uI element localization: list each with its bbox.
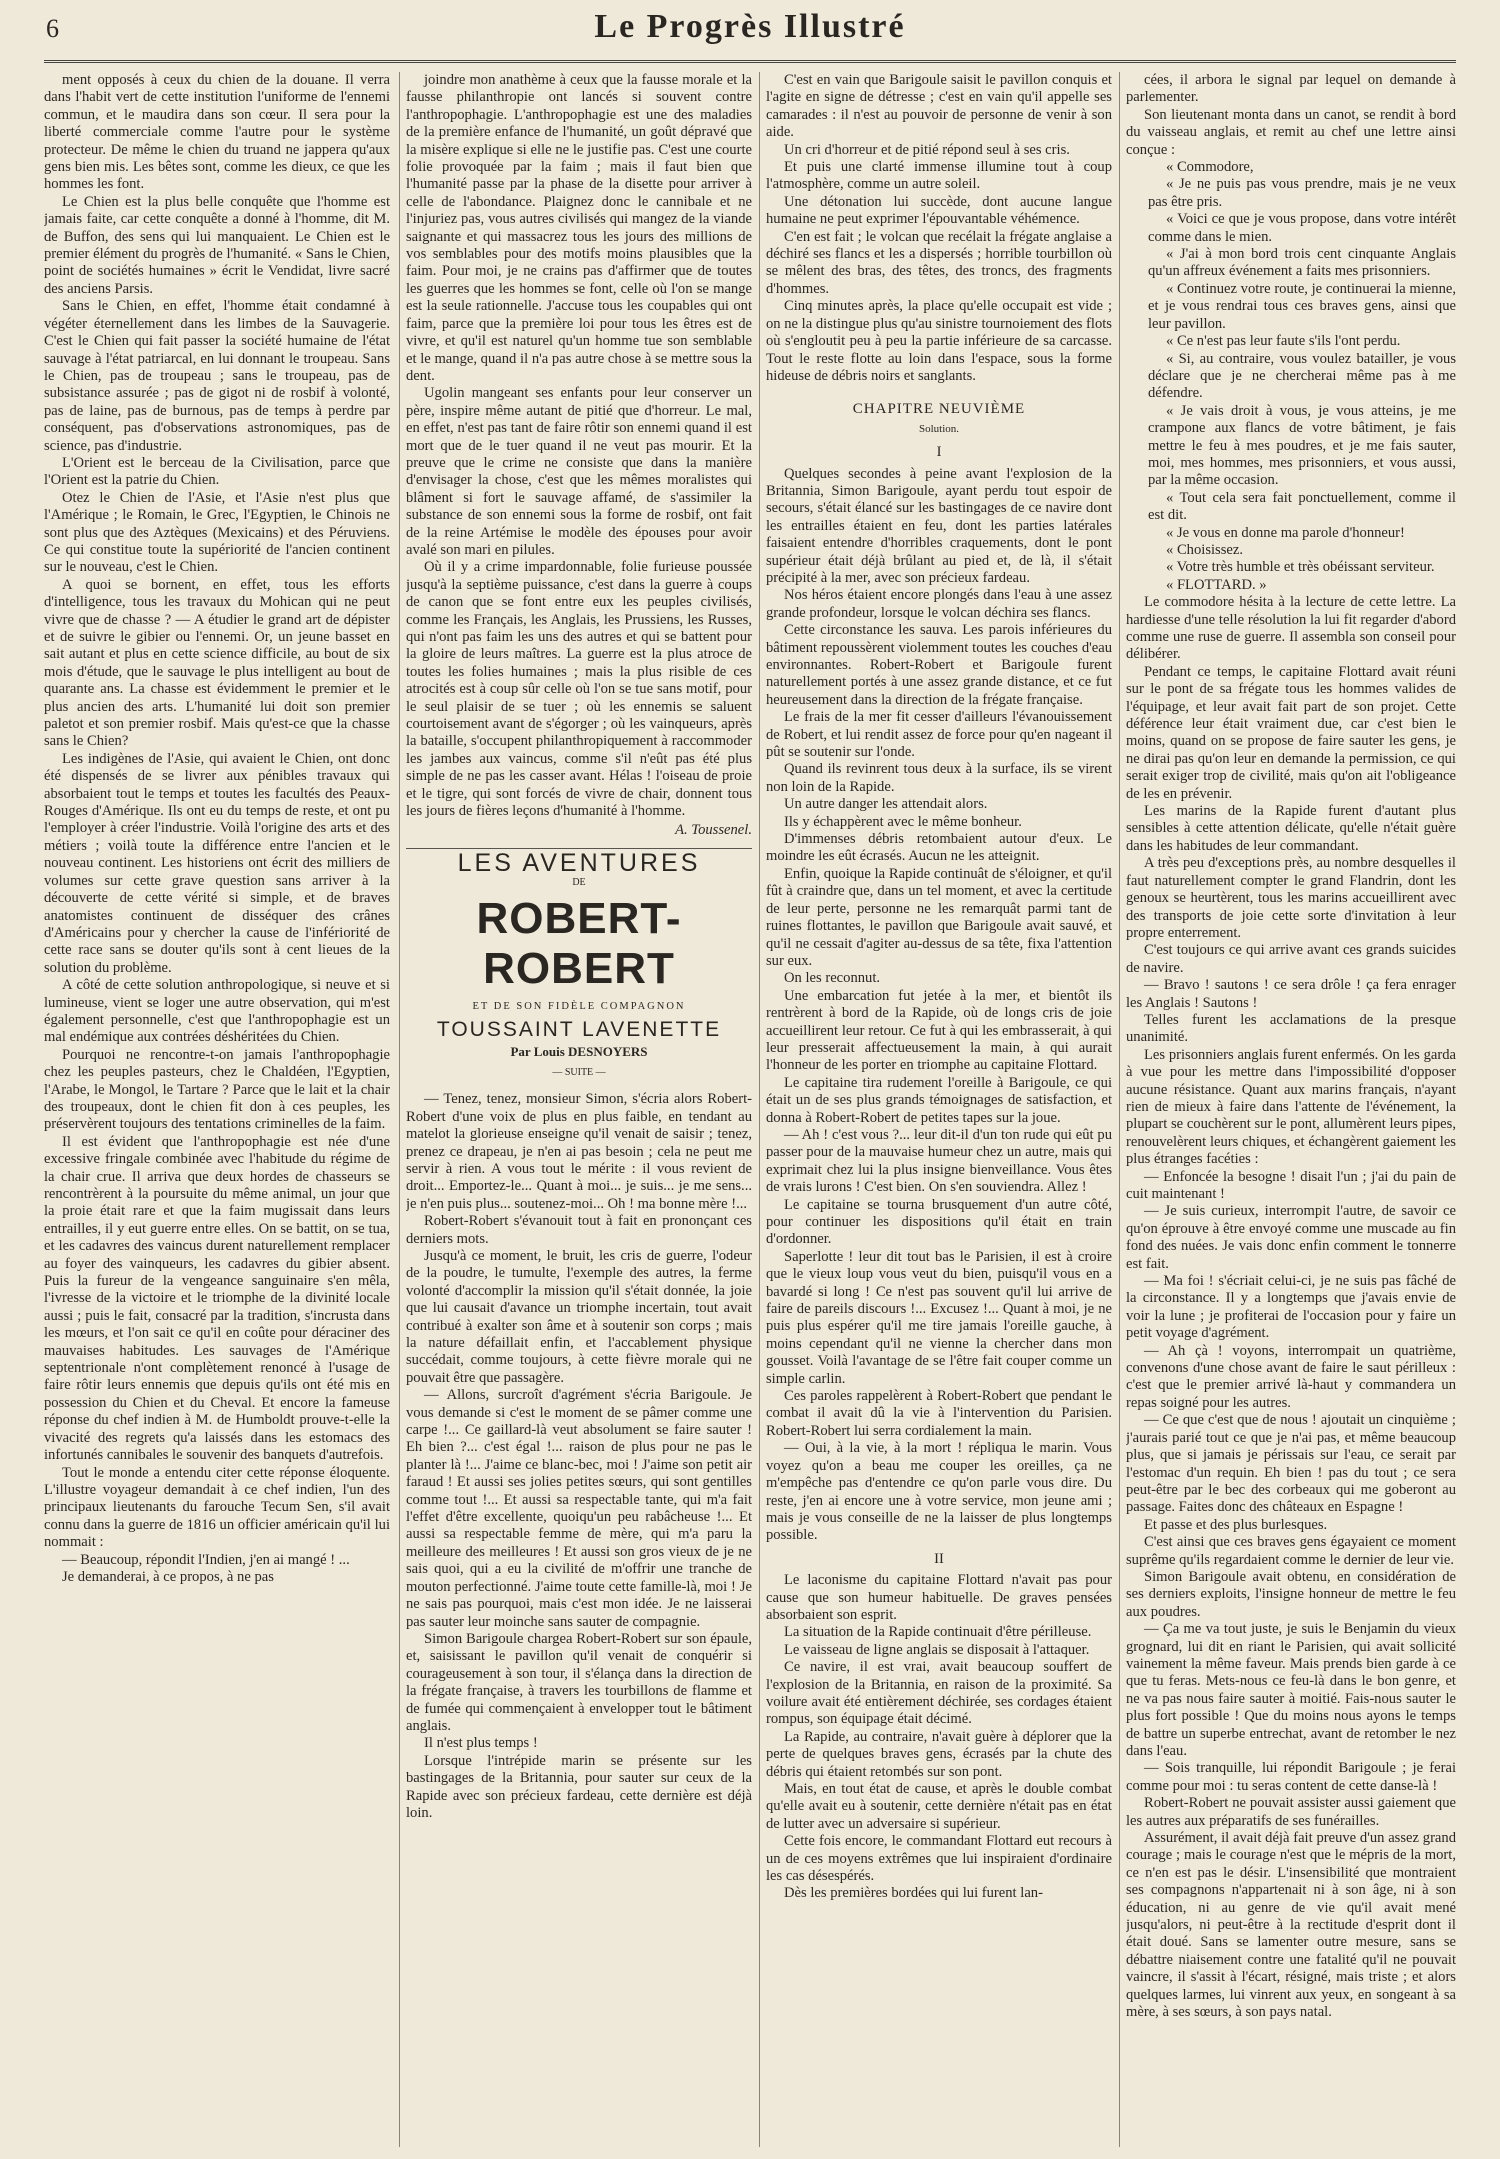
paragraph: — Sois tranquille, lui répondit Barigoule ; je ferai comme pour moi : tu seras content de cette danse-là ! <box>1126 1760 1456 1794</box>
paragraph: Pendant ce temps, le capitaine Flottard avait réuni sur le pont de sa frégate tous les hommes valides de l'équipage, et leur avait fait part de son projet. Cette déférence leur était vraiment due, car c'est bien le moins, quand on se propose de faire sauter les gens, je ne dirai pas qu'on leur en demande la permission, ce qui serait exiger trop de civilité, mais qu'on ait l'obligeance de les en prévenir. <box>1126 663 1456 802</box>
page-number: 6 <box>46 14 59 43</box>
letter-line: « Je ne puis pas vous prendre, mais je ne veux pas être pris. <box>1148 176 1456 210</box>
paragraph: Telles furent les acclamations de la presque unanimité. <box>1126 1011 1456 1046</box>
paragraph: La situation de la Rapide continuait d'être périlleuse. <box>784 1624 1092 1641</box>
letter-line: « J'ai à mon bord trois cent cinquante Anglais qu'un affreux événement a faits mes prisonniers. <box>1148 246 1456 280</box>
paragraph: D'immenses débris retombaient autour d'eux. Le moindre les eût écrasés. Aucun ne les atteignit. <box>766 831 1112 865</box>
paragraph: Tout le monde a entendu citer cette réponse éloquente. L'illustre voyageur demandait à ce chef indien, l'un des principaux lieutenants du farouche Tecum Sen, s'il avait connu dans la guerre de 1816 un officier américain qu'il lui nommait : <box>44 1464 390 1551</box>
column-3 <box>766 72 1112 2147</box>
paragraph: Pourquoi ne rencontre-t-on jamais l'anthropophagie chez les peuples pasteurs, chez le Chaldéen, l'Egyptien, l'Arabe, le Mongol, le Tartare ? Parce que le lait et la chair des troupeaux, dont le chien fit don à ces peuples, les préservèrent toujours des tentations criminelles de la faim. <box>44 1046 390 1133</box>
paragraph: Une détonation lui succède, dont aucune langue humaine ne peut exprimer l'épouvantable véhémence. <box>766 193 1112 228</box>
paragraph: — Allons, surcroît d'agrément s'écria Barigoule. Je vous demande si c'est le moment de se pâmer comme une carpe !... Ce gaillard-là veut absolument se faire sauter ! Eh bien ?... c'est égal !... raison de plus pour ne pas le planter là !... J'aime ce blanc-bec, moi ! J'aime son petit air faraud ! Et aussi ses jolies petites sœurs, qui sont gentilles comme tout !... Et aussi sa respectable tante, qui m'a fait l'effet d'être excellente, quoiqu'un peu rabâcheuse !... Et aussi sa respectable femme de mère, qui m'a paru la meilleure des meilleures ! Et aussi son gros vieux de je ne sais quoi, qui a eu la civilité de m'offrir une tranche de mouton perfectionné. J'aime toute cette famille-là, moi ! Je ne sais pas pourquoi, mais c'est mon idée. Je ne laisserai pas sauter leur moinche sans sauter de compagnie. <box>406 1387 752 1630</box>
paragraph: cées, il arbora le signal par lequel on demande à parlementer. <box>1126 72 1456 106</box>
paragraph: Nos héros étaient encore plongés dans l'eau à une assez grande profondeur, lorsque le volcan déchira ses flancs. <box>766 587 1112 621</box>
section-number: II <box>934 1550 944 1567</box>
paragraph: L'Orient est le berceau de la Civilisation, parce que l'Orient est la patrie du Chien. <box>44 454 390 489</box>
paragraph: C'est toujours ce qui arrive avant ces grands suicides de navire. <box>1126 942 1456 976</box>
paragraph: Le commodore hésita à la lecture de cette lettre. La hardiesse d'une telle résolution la lui fit regarder d'abord comme une ruse de guerre. Il assembla son conseil pour délibérer. <box>1126 594 1456 663</box>
paragraph: Enfin, quoique la Rapide continuât de s'éloigner, et qu'il fût à craindre que, dans un tel moment, et avec la certitude de leur perte, personne ne les remarquât parmi tant de ruines flottantes, le pavillon que Barigoule avait sauvé, et qu'il ne cessait d'agiter au-dessus de sa tête, fixa l'attention sur eux. <box>766 865 1112 969</box>
paragraph: Un cri d'horreur et de pitié répond seul à ses cris. <box>784 141 1070 158</box>
letter-line: « Commodore, <box>1166 159 1254 176</box>
paragraph: Je demanderai, à ce propos, à ne pas <box>62 1568 274 1585</box>
banner-hero-name: ROBERT-ROBERT <box>476 893 682 993</box>
column-separator <box>399 72 400 2147</box>
paragraph: Un autre danger les attendait alors. <box>784 796 988 813</box>
paragraph: — Tenez, tenez, monsieur Simon, s'écria alors Robert-Robert d'une voix de plus en plus faible, en tendant au matelot la glorieuse enseigne qu'il venait de saisir ; tenez, prenez ce drapeau, je n'en ai pas besoin ; cela ne peut me servir à rien. A vous tout le mérite : il vous revient de droit... Emportez-le... Quant à moi... je suis... je me sens... je n'en puis plus... soutenez-moi... Oh ! ma bonne mère !... <box>406 1091 752 1212</box>
paragraph: Ces paroles rappelèrent à Robert-Robert que pendant le combat il avait dû la vie à l'intervention du Parisien. Robert-Robert lui serra cordialement la main. <box>766 1388 1112 1439</box>
essay-continuation <box>406 72 752 820</box>
letter-line: « Continuez votre route, je continuerai la mienne, et je vous rendrai tous ces braves gens, ainsi que leur pavillon. <box>1148 280 1456 332</box>
paragraph: Cette fois encore, le commandant Flottard eut recours à un de ces moyens extrêmes que lui inspiraient d'ordinaire les cas désespérés. <box>766 1833 1112 1885</box>
paragraph: Jusqu'à ce moment, le bruit, les cris de guerre, l'odeur de la poudre, le tumulte, l'exemple des autres, la ferme volonté d'accomplir la mission qu'il s'était donnée, la joie que lui causait d'avance un triomphe incertain, tout avait contribué à exalter son âme et à soutenir son corps ; mais la nature défaillait enfin, et l'accablement physique succédait, comme toujours, à cette fièvre morale qui ne pouvait être que passagère. <box>406 1247 752 1386</box>
paragraph: — Ah ! c'est vous ?... leur dit-il d'un ton rude qui eût pu passer pour de la mauvaise humeur chez un autre, mais qui exprimait chez lui la plus insigne bienveillance. Vous êtes de vrais lurons ! C'est bien. On s'en souviendra. Allez ! <box>766 1126 1112 1196</box>
serial-text <box>766 1572 1112 1903</box>
paragraph: — Je suis curieux, interrompit l'autre, de savoir ce qu'on éprouve à être envoyé comme une muscade au fin fond des nuées. Je vais donc enfin comment le tonnerre est fait. <box>1126 1203 1456 1272</box>
paragraph: Quand ils revinrent tous deux à la surface, ils se virent non loin de la Rapide. <box>766 761 1112 795</box>
paragraph: A quoi se bornent, en effet, tous les efforts d'intelligence, tous les travaux du Mohican qui ne peut vivre que de chasse ? — A étudier le grand art de dépister et de suivre le gibier ou l'ennemi. Or, un jeune basset en sait autant et plus en cette science difficile, au bout de six mois d'étude, que le sauvage le plus intelligent au bout de quarante ans. La chasse est évidemment le premier et le plus ancien des arts. L'humanité lui doit son premier paletot et son premier rosbif. Mais qu'est-ce que la chasse sans le Chien? <box>44 576 390 750</box>
letter-line: « Tout cela sera fait ponctuellement, comme il est dit. <box>1148 489 1456 524</box>
paragraph: — Oui, à la vie, à la mort ! répliqua le marin. Vous voyez qu'on a beau me couper les oreilles, ça ne m'empêche pas d'entendre ce qu'on parle vous dire. Du reste, j'en ai encore une à votre service, mon jeune ami ; mais je vous conseille de ne la laisser de plus longtemps possible. <box>766 1440 1112 1544</box>
paragraph: Et puis une clarté immense illumine tout à coup l'atmosphère, comme un autre soleil. <box>766 159 1112 193</box>
paragraph: — Ce que c'est que de nous ! ajoutait un cinquième ; j'aurais parié tout ce que je n'ai pas, et même beaucoup plus, que si jamais je périssais sur l'eau, ce serait par l'estomac d'un requin. Eh bien ! pas du tout ; ce sera peut-être par le bec des corbeaux qui me goberont au passage. Faites donc des châteaux en Espagne ! <box>1126 1412 1456 1516</box>
paragraph: Le laconisme du capitaine Flottard n'avait pas pour cause que son humeur habituelle. De graves pensées absorbaient son esprit. <box>766 1572 1112 1623</box>
paragraph: Robert-Robert s'évanouit tout à fait en prononçant ces derniers mots. <box>406 1213 752 1247</box>
paragraph: — Ma foi ! s'écriait celui-ci, je ne suis pas fâché de la circonstance. Il y a longtemps que j'avais envie de voir la lune ; je profiterai de l'occasion pour y faire un petit voyage d'agrément. <box>1126 1273 1456 1342</box>
paragraph: Ugolin mangeant ses enfants pour leur conserver un père, inspire même autant de pitié que d'horreur. Le mal, en effet, n'est pas tant de faire rôtir son ennemi quand il est mort que de le tuer quand il ne veut pas mourir. Et la preuve que le crime ne consiste que dans la manière d'envisager la chose, c'est que les mêmes moralistes qui blâment si fort le sauvage affamé, de s'assimiler la substance de son ennemi sous la forme de rosbif, ont fait de la reine Artémise le modèle des épouses pour avoir avalé son mari en pilules. <box>406 385 752 558</box>
letter-line: « Voici ce que je vous propose, dans votre intérêt comme dans le mien. <box>1148 211 1456 245</box>
paragraph: Mais, en tout état de cause, et après le double combat qu'elle avait eu à soutenir, cette dernière n'était pas en état de lutter avec un adversaire si supérieur. <box>766 1781 1112 1832</box>
paragraph: Une embarcation fut jetée à la mer, et bientôt ils rentrèrent à bord de la Rapide, où de longs cris de joie accueillirent leur retour. Ce fut à qui les embrasserait, à qui leur presserait affectueusement la main, à qui aurait l'honneur de les porter en triomphe au capitaine Flottard. <box>766 987 1112 1074</box>
serial-banner <box>406 848 752 1081</box>
column-separator <box>1119 72 1120 2147</box>
chapter-subtitle: Solution. <box>918 422 960 435</box>
paragraph: — Beaucoup, répondit l'Indien, j'en ai mangé ! ... <box>62 1551 350 1568</box>
letter-block <box>1126 159 1456 594</box>
paragraph: Il est évident que l'anthropophagie est née d'une excessive fringale combinée avec l'habitude du régime de la chair crue. Il arriva que deux hordes de chasseurs se rencontrèrent à la poursuite du même animal, un jour que la proie était rare et que la faim mugissait dans leurs entrailles, il y eut guerre entre elles. On se battit, on se tua, et les cadavres des vaincus durent naturellement remplacer au foyer des vainqueurs, les cadavres du gibier absent. Puis la fureur de la vengeance sanguinaire s'en mêla, l'ivresse de la victoire et le triomphe de la divinité locale aussi ; puis le fait, consacré par la tradition, s'incrusta dans les mœurs, et l'on sait ce qu'il en coûte pour déraciner des mauvaises habitudes. Les sauvages de l'Amérique septentrionale n'ont complètement renoncé à l'usage de faire rôtir leurs ennemis que depuis qu'ils ont été mis en possession du Chien et du Cheval. Et encore la fameuse réponse du chef indien à M. de Humboldt prouve-t-elle la vivacité des regrets qu'a laissés dans les estomacs des infortunés cannibales le souvenir des banquets d'autrefois. <box>44 1133 390 1464</box>
masthead-title: Le Progrès Illustré <box>594 8 906 45</box>
paragraph: Les marins de la Rapide furent d'autant plus sensibles à cette attention délicate, qu'elle n'était guère dans les habitudes de leur commandant. <box>1126 803 1456 854</box>
paragraph: Le Chien est la plus belle conquête que l'homme est jamais faite, car cette conquête a donné à l'homme, dit M. de Buffon, des sens qui lui manquaient. Le Chien est le premier élément du progrès de l'humanité. « Sans le Chien, point de sociétés humaines » écrit le Vendidat, livre sacré des anciens Parsis. <box>44 193 390 297</box>
letter-line: « Je vais droit à vous, je vous atteins, je me crampone aux flancs de votre bâtiment, je fais mettre le feu à mes poudres, et je me fais sauter, moi, mes hommes, mes prisonniers, et vous aussi, par la même occasion. <box>1148 402 1456 489</box>
paragraph: Sans le Chien, en effet, l'homme était condamné à végéter éternellement dans les limbes de la Sauvagerie. C'est le Chien qui fait passer la société humaine de l'état sauvage à l'état patriarcal, en lui donnant le troupeau. Sans le Chien, pas de troupeau ; sans le troupeau, pas de subsistance assurée ; pas de gigot ni de rosbif à volonté, pas de laine, pas de burnous, pas de temps à perdre par conséquent, pas d'observations astronomiques, pas de science, pas d'industrie. <box>44 298 390 454</box>
paragraph: Le vaisseau de ligne anglais se disposait à l'attaquer. <box>784 1641 1090 1658</box>
banner-suite: — SUITE — <box>552 1066 606 1078</box>
banner-de: DE <box>572 877 586 889</box>
paragraph: Saperlotte ! leur dit tout bas le Parisien, il est à croire que le vieux loup vous veut du bien, puisqu'il vous en a bavardé si long ! Ce n'est pas souvent qu'il lui arrive de faire de pareils discours !... Excusez !... Quant à moi, je ne puis plus espérer qu'il me tire jamais l'oreille gauche, à moins cependant qu'il ne vienne la chercher dans mon gousset. Voilà l'avantage de se l'être fait couper comme un simple carlin. <box>766 1248 1112 1387</box>
letter-line: « Votre très humble et très obéissant serviteur. <box>1166 559 1435 576</box>
paragraph: joindre mon anathème à ceux que la fausse morale et la fausse philanthropie ont lancés si souvent contre l'anthropophagie. L'anthropophagie est une des maladies de la première enfance de l'humanité, un goût dépravé que la misère explique si elle ne le justifie pas. C'est une courte folie provoquée par la faim ; mais il faut bien que l'humanité passe par la phase de la disette pour arriver à celle de l'abondance. Plaignez donc le cannibale et ne l'injuriez pas, vous autres civilisés qui mangez de la viande saignante et qui massacrez tous les jours des millions de vos semblables pour des motifs moins plausibles que la faim. Pour moi, je ne crains pas d'affirmer que de toutes les guerres que les hommes se font, celle où l'on se mange est la seule rationnelle. J'accuse tous les coupables qui ont faim, parce que la première loi pour tous les êtres est de vivre, et qu'il est naturel qu'un homme tue son semblable et le mange, quand il n'a pas autre chose à se mettre sous la dent. <box>406 72 752 384</box>
paragraph: A côté de cette solution anthropologique, si neuve et si lumineuse, vient se loger une autre observation, qui m'est également personnelle, c'est que l'anthropophagie est un mal endémique aux contrées déshéritées du Chien. <box>44 977 390 1046</box>
paragraph: C'est ainsi que ces braves gens égayaient ce moment suprême qu'ils regardaient comme le dernier de leur vie. <box>1126 1534 1456 1568</box>
serial-text <box>766 72 1112 385</box>
paragraph: On les reconnut. <box>784 970 881 987</box>
author-signature: A. Toussenel. <box>675 822 752 839</box>
paragraph: Lorsque l'intrépide marin se présente sur les bastingages de la Britannia, pour sauter sur ceux de la Rapide avec son précieux fardeau, cette dernière est déjà loin. <box>406 1752 752 1821</box>
letter-line: « Ce n'est pas leur faute s'ils l'ont perdu. <box>1166 333 1401 350</box>
column-separator <box>759 72 760 2147</box>
paragraph: Le capitaine se tourna brusquement d'un autre côté, pour continuer les dispositions qu'il était en train d'ordonner. <box>766 1196 1112 1248</box>
letter-line: « Choisissez. <box>1166 541 1244 558</box>
paragraph: La Rapide, au contraire, n'avait guère à déplorer que la perte de quelques braves gens, écrasés par la chute des débris qui étaient retombés sur son pont. <box>766 1728 1112 1780</box>
column-2 <box>406 72 752 2147</box>
header-rule <box>44 60 1456 63</box>
paragraph: Les prisonniers anglais furent enfermés. On les garda à vue pour les mettre dans l'impossibilité d'opposer aucune résistance. Quant aux marins français, n'ayant rien de mieux à faire dans l'attente de l'événement, la plupart se couchèrent sur le pont, allumèrent leurs pipes, renouvelèrent leurs chiques, et échangèrent gaiement les plus étranges facéties : <box>1126 1046 1456 1168</box>
paragraph: Son lieutenant monta dans un canot, se rendit à bord du vaisseau anglais, et remit au chef une lettre ainsi conçue : <box>1126 106 1456 158</box>
paragraph: Otez le Chien de l'Asie, et l'Asie n'est plus que l'Amérique ; le Romain, le Grec, l'Egyptien, le Chinois ne sont plus que des Aztèques (Mexicains) et des Péruviens. Ce qui constitue toute la supériorité de l'ancien continent sur le nouveau, c'est le Chien. <box>44 489 390 576</box>
paragraph: A très peu d'exceptions près, au nombre desquelles il faut naturellement compter le grand Flandrin, dont les genoux se heurtèrent, tous les marins accueillirent avec des transports de joie cette sorte d'invitation à leur propre enterrement. <box>1126 855 1456 941</box>
paragraph: Ce navire, il est vrai, avait beaucoup souffert de l'explosion de la Britannia, en raison de la proximité. Sa voilure avait été entièrement déchirée, ses cordages étaient rompus, son équipage était décimé. <box>766 1659 1112 1728</box>
banner-byline: Par Louis DESNOYERS <box>510 1043 648 1059</box>
paragraph: — Ah çà ! voyons, interrompait un quatrième, convenons d'une chose avant de faire le saut périlleux : c'est que le premier arrivé là-haut y commandera un repas soigné pour les autres. <box>1126 1342 1456 1411</box>
paragraph: ment opposés à ceux du chien de la douane. Il verra dans l'habit vert de cette institution l'uniforme de l'ennemi commun, et le maudira dans son cœur. Il sera pour la liberté commerciale comme l'autre pour le système protecteur. De même le chien du truand ne jappera qu'aux gens bien mis. Les bêtes sont, comme les dieux, ce que les hommes les font. <box>44 72 390 193</box>
column-4 <box>1126 72 1456 2147</box>
paragraph: Les indigènes de l'Asie, qui avaient le Chien, ont donc été dispensés de se livrer aux pénibles travaux qui absorbaient tout le temps et toutes les facultés des Peaux-Rouges d'Amérique. Ils ont eu du temps de reste, et ont pu l'employer à créer l'industrie. Voilà l'origine des arts et des métiers ; voilà toute la différence entre l'ancien et le nouveau continent. Les historiens ont écrit des milliers de volumes sur cette grave question sans arriver à la découverte de cette vérité si simple, et de braves anatomistes continuent de disséquer des crânes d'Américains pour y chercher la cause de l'infériorité de cette race sans se douter qu'ils sont à cent lieues de la solution du problème. <box>44 750 390 976</box>
paragraph: — Enfoncée la besogne ! disait l'un ; j'ai du pain de cuit maintenant ! <box>1126 1168 1456 1202</box>
serial-text <box>1126 72 1456 159</box>
letter-line: « Je vous en donne ma parole d'honneur! <box>1166 524 1405 541</box>
paragraph: Ils y échappèrent avec le même bonheur. <box>784 813 1022 830</box>
paragraph: C'en est fait ; le volcan que recélait la frégate anglaise a déchiré ses flancs et les a dispersés ; horrible tourbillon où se mêlent des bras, des têtes, des troncs, des fragments d'hommes. <box>766 228 1112 297</box>
paragraph: Quelques secondes à peine avant l'explosion de la Britannia, Simon Barigoule, ayant perdu tout espoir de secours, s'était élancé sur les bastingages de ce navire dont les entrailles étaient en feu, dont les parties latérales faisaient entendre d'horribles craquements, dont le pont supérieur était déjà brûlant au pied et, de là, il s'était précipité à la mer, avec son précieux fardeau. <box>766 465 1112 586</box>
letter-line: « Si, au contraire, vous voulez batailler, je vous déclare que je ne chercherai même pas à me défendre. <box>1148 350 1456 402</box>
paragraph: Cinq minutes après, la place qu'elle occupait est vide ; on ne la distingue plus qu'au sinistre tournoiement des flots où s'engloutit peu à peu la partie inférieure de sa carcasse. Tout le reste flotte au loin dans l'espace, sous la forme hideuse de débris noirs et sanglants. <box>766 298 1112 384</box>
serial-text <box>1126 594 1456 2021</box>
banner-line-1: LES AVENTURES <box>457 848 701 877</box>
paragraph: Dès les premières bordées qui lui furent lan- <box>784 1885 1043 1902</box>
paragraph: Et passe et des plus burlesques. <box>1144 1516 1328 1533</box>
paragraph: Simon Barigoule chargea Robert-Robert sur son épaule, et, saisissant le pavillon qu'il venait de conquérir si courageusement à son tour, il s'élança dans la direction de la frégate française, à travers les tourbillons de flamme et de fumée qui commençaient à envelopper tout le bâtiment anglais. <box>406 1630 752 1734</box>
column-1 <box>44 72 390 2147</box>
section-number: I <box>936 444 942 461</box>
paragraph: Robert-Robert ne pouvait assister aussi gaiement que les autres aux préparatifs de ses funérailles. <box>1126 1795 1456 1829</box>
paragraph: — Bravo ! sautons ! ce sera drôle ! ça fera enrager les Anglais ! Sautons ! <box>1126 977 1456 1011</box>
paragraph: Il n'est plus temps ! <box>424 1735 538 1752</box>
paragraph: — Ça me va tout juste, je suis le Benjamin du vieux grognard, lui dit en riant le Parisien, qui avait sollicité vainement la même faveur. Mais prends bien garde à ce que tu feras. Mets-nous ce feu-là dans le bon genre, et ne va pas nous faire sauter à moitié. Fais-nous sauter le plus fort possible ! Que du moins nous ayons le temps de battre un superbe entrechat, avant de retomber le nez dans l'eau. <box>1126 1621 1456 1759</box>
paragraph: Assurément, il avait déjà fait preuve d'un assez grand courage ; mais le courage n'est que le mépris de la mort, ce n'en est pas le désir. L'insensibilité que montraient ses compagnons n'appartenait ni à son âge, ni à son éducation, ni au genre de vie qu'il avait mené jusqu'alors, ni peut-être à la rectitude d'esprit dont il était doué. Sans se lamenter outre mesure, sans se débattre niaisement contre une fatalité qu'il ne pouvait vaincre, il s'assit à l'écart, résigné, mais triste ; et alors quelques larmes, lui vinrent aux yeux, en songeant à sa mère, à ses sœurs, à son pays natal. <box>1126 1830 1456 2021</box>
letter-line: « FLOTTARD. » <box>1166 576 1267 593</box>
paragraph: Le frais de la mer fit cesser d'ailleurs l'évanouissement de Robert, et lui rendit assez de force pour qu'en nageant il pût se soutenir sur l'onde. <box>766 709 1112 761</box>
chapter-title: CHAPITRE NEUVIÈME <box>852 401 1026 418</box>
banner-companion-line: ET DE SON FIDÈLE COMPAGNON <box>472 1000 686 1012</box>
paragraph: Cette circonstance les sauva. Les parois inférieures du bâtiment repoussèrent violemment toutes les couches d'eau environnantes. Robert-Robert et Barigoule furent naturellement portés à une assez grande distance, et ce fut heureusement dans la direction de la frégate française. <box>766 622 1112 708</box>
paragraph: Où il y a crime impardonnable, folie furieuse poussée jusqu'à la septième puissance, c'est dans la guerre à coups de canon que se font entre eux les peuples civilisés, comme les Français, les Anglais, les Prussiens, les Russes, qui n'ont pas faim les uns des autres et qui se battent pour la gloire de leurs maîtres. La guerre est la plus atroce de toutes les folies humaines ; mais la plus risible de ces atrocités est à coup sûr celle où l'on se tue sans motif, pour le seul plaisir de se tuer ; où les ennemis se saluent courtoisement avant de s'égorger ; où les vainqueurs, après la bataille, s'occupent philanthropiquement à raccommoder les jambes aux vaincus, comme s'il n'eût pas été plus simple de ne pas les casser avant. Hélas ! l'oiseau de proie et le tigre, qui sont forcés de vivre de chair, donnent tous les jours de fières leçons d'humanité à l'homme. <box>406 559 752 820</box>
paragraph: Simon Barigoule avait obtenu, en considération de ses derniers exploits, l'insigne honneur de mettre le feu aux poudres. <box>1126 1568 1456 1620</box>
serial-text <box>766 466 1112 1545</box>
banner-companion-name: TOUSSAINT LAVENETTE <box>436 1018 722 1042</box>
serial-text <box>406 1091 752 1822</box>
paragraph: C'est en vain que Barigoule saisit le pavillon conquis et l'agite en signe de détresse ; c'est en vain qu'il appelle ses camarades : il n'est au pouvoir de personne de venir à son aide. <box>766 72 1112 141</box>
paragraph: Le capitaine tira rudement l'oreille à Barigoule, ce qui était un de ses plus grands témoignages de satisfaction, et donna à Robert-Robert de petites tapes sur la joue. <box>766 1074 1112 1126</box>
